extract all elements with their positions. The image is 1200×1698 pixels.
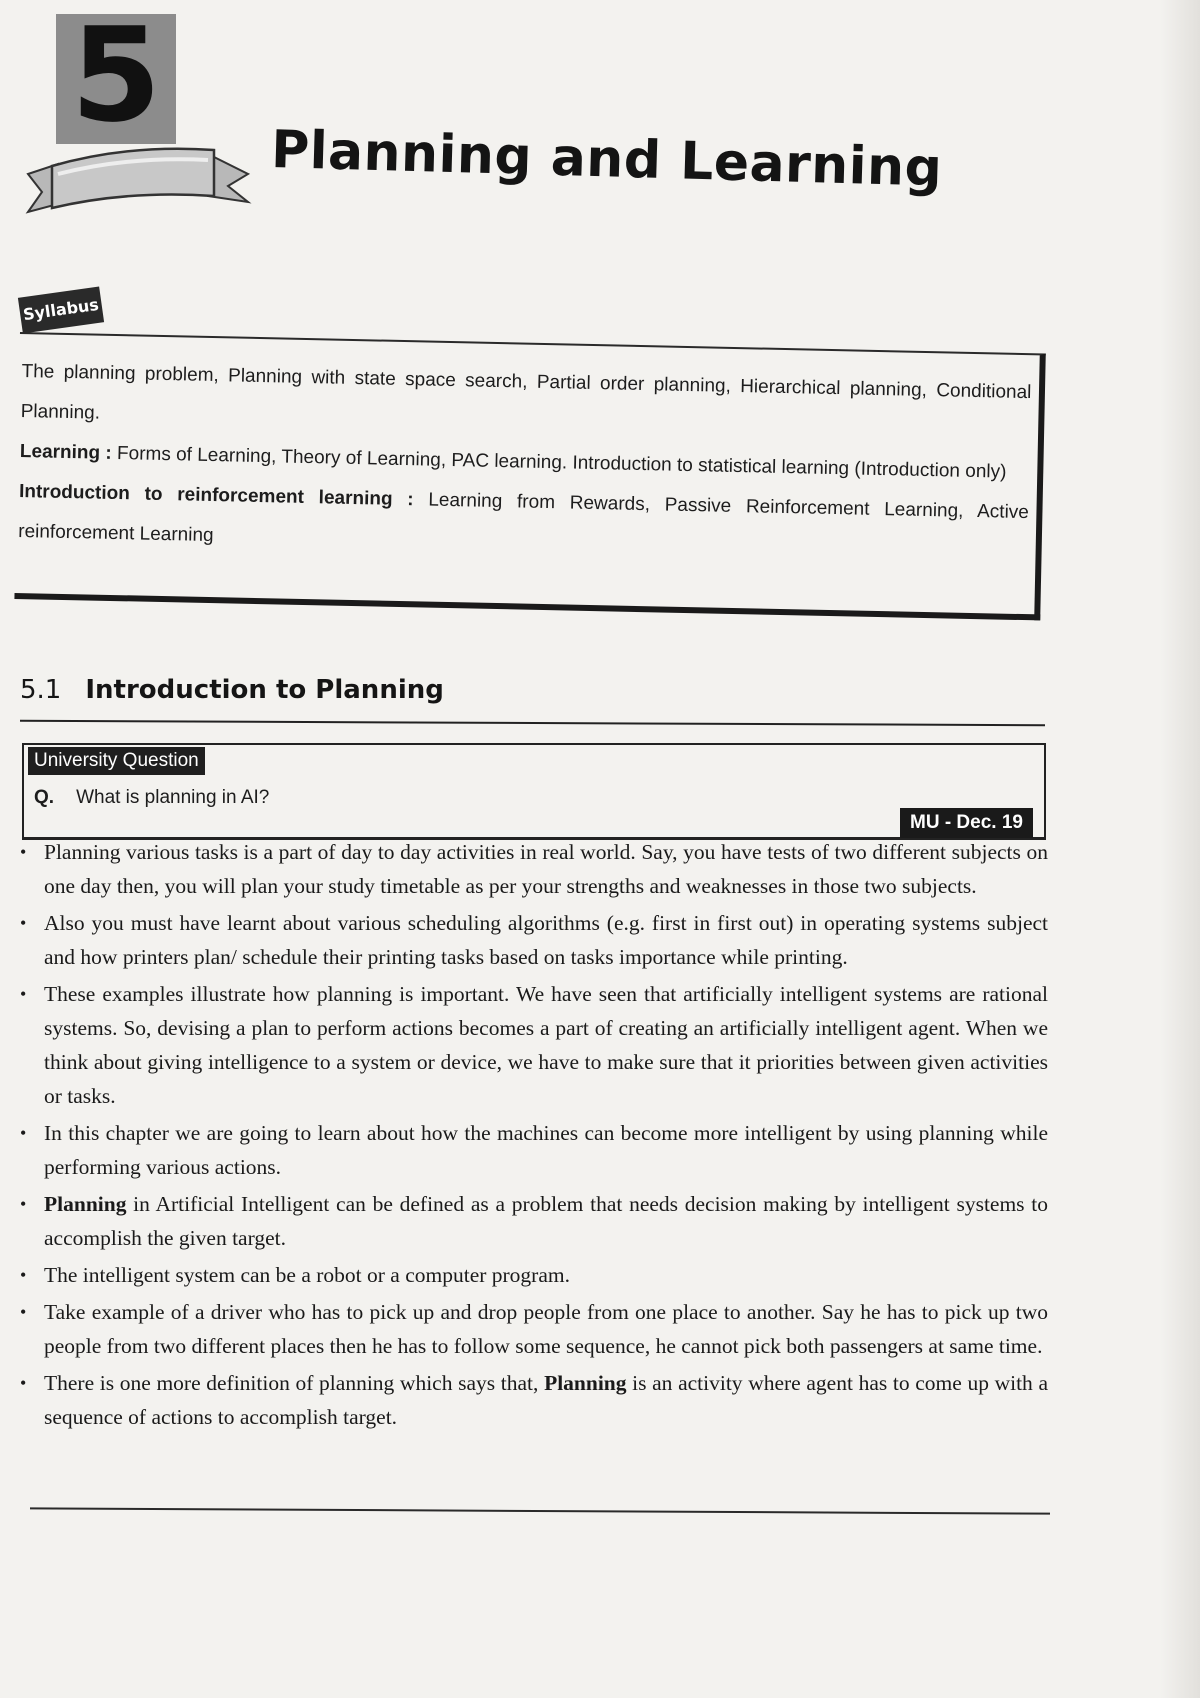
- list-item: • Planning in Artificial Intelligent can be defined as a problem that needs decision making by intelligent systems to accomplish the given target.: [18, 1187, 1048, 1255]
- syllabus-line-planning: The planning problem, Planning with state space search, Partial order planning, Hierarchical planning, Conditional Planning.: [20, 360, 1032, 424]
- exam-reference-badge: MU - Dec. 19: [900, 808, 1033, 838]
- syllabus-reinforcement-label: Introduction to reinforcement learning :: [18, 480, 414, 511]
- bullet-icon: •: [20, 842, 27, 862]
- list-item: • These examples illustrate how planning is important. We have seen that artificially intelligent systems are rational systems. So, devising a plan to perform actions becomes a part of creating an artificially intelligent agent. When we think about giving intelligence to a system or device, we have to make sure that it priorities between given activities or tasks.: [18, 977, 1048, 1113]
- section-divider: [20, 720, 1045, 726]
- bullet-icon: •: [20, 913, 27, 933]
- bullet-icon: •: [20, 1302, 27, 1322]
- bullet-icon: •: [20, 1123, 27, 1143]
- bullet-icon: •: [20, 1194, 27, 1214]
- list-item: • Planning various tasks is a part of day to day activities in real world. Say, you have tests of two different subjects on one day then, you will plan your study timetable as per your strengths and weaknesses in those two subjects.: [18, 835, 1048, 903]
- syllabus-learning-text: Forms of Learning, Theory of Learning, PAC learning. Introduction to statistical learning (Introduction only): [111, 442, 1007, 483]
- chapter-title: Planning and Learning: [270, 120, 944, 199]
- page-edge-shadow: [1160, 0, 1200, 1698]
- university-question-tag: University Question: [28, 747, 205, 775]
- section-title: Introduction to Planning: [85, 675, 444, 705]
- bullet-icon: •: [20, 1373, 27, 1393]
- bottom-divider: [30, 1507, 1050, 1514]
- bullet-icon: •: [20, 984, 27, 1004]
- syllabus-content: [18, 352, 1032, 573]
- section-heading: [20, 675, 1045, 705]
- list-item: • In this chapter we are going to learn about how the machines can become more intelligent by using planning while performing various actions.: [18, 1116, 1048, 1184]
- bullet-list: [18, 835, 1048, 1437]
- syllabus-reinforcement-text: Learning from Rewards, Passive Reinforcement Learning, Active reinforcement Learning: [18, 489, 1030, 547]
- list-item: • Also you must have learnt about various scheduling algorithms (e.g. first in first out) in operating systems subject and how printers plan/ schedule their printing tasks based on tasks importance while printing.: [18, 906, 1048, 974]
- chapter-badge: [38, 0, 238, 214]
- syllabus-tab: Syllabus: [18, 286, 104, 333]
- list-item: • There is one more definition of planning which says that, Planning is an activity where agent has to come up with a sequence of actions to accomplish target.: [18, 1366, 1048, 1434]
- university-question: [34, 787, 269, 809]
- syllabus-learning-label: Learning :: [19, 440, 112, 464]
- bullet-icon: •: [20, 1265, 27, 1285]
- ribbon-icon: [18, 134, 258, 224]
- question-label: Q.: [34, 787, 55, 808]
- list-item: • Take example of a driver who has to pick up and drop people from one place to another. Say he has to pick up two people from two different places then he has to follow some sequence, he cannot pick both passengers at same time.: [18, 1295, 1048, 1363]
- section-number: 5.1: [20, 675, 62, 705]
- chapter-number: 5: [70, 0, 162, 151]
- question-text: What is planning in AI?: [76, 787, 270, 808]
- list-item: • The intelligent system can be a robot or a computer program.: [18, 1258, 1048, 1292]
